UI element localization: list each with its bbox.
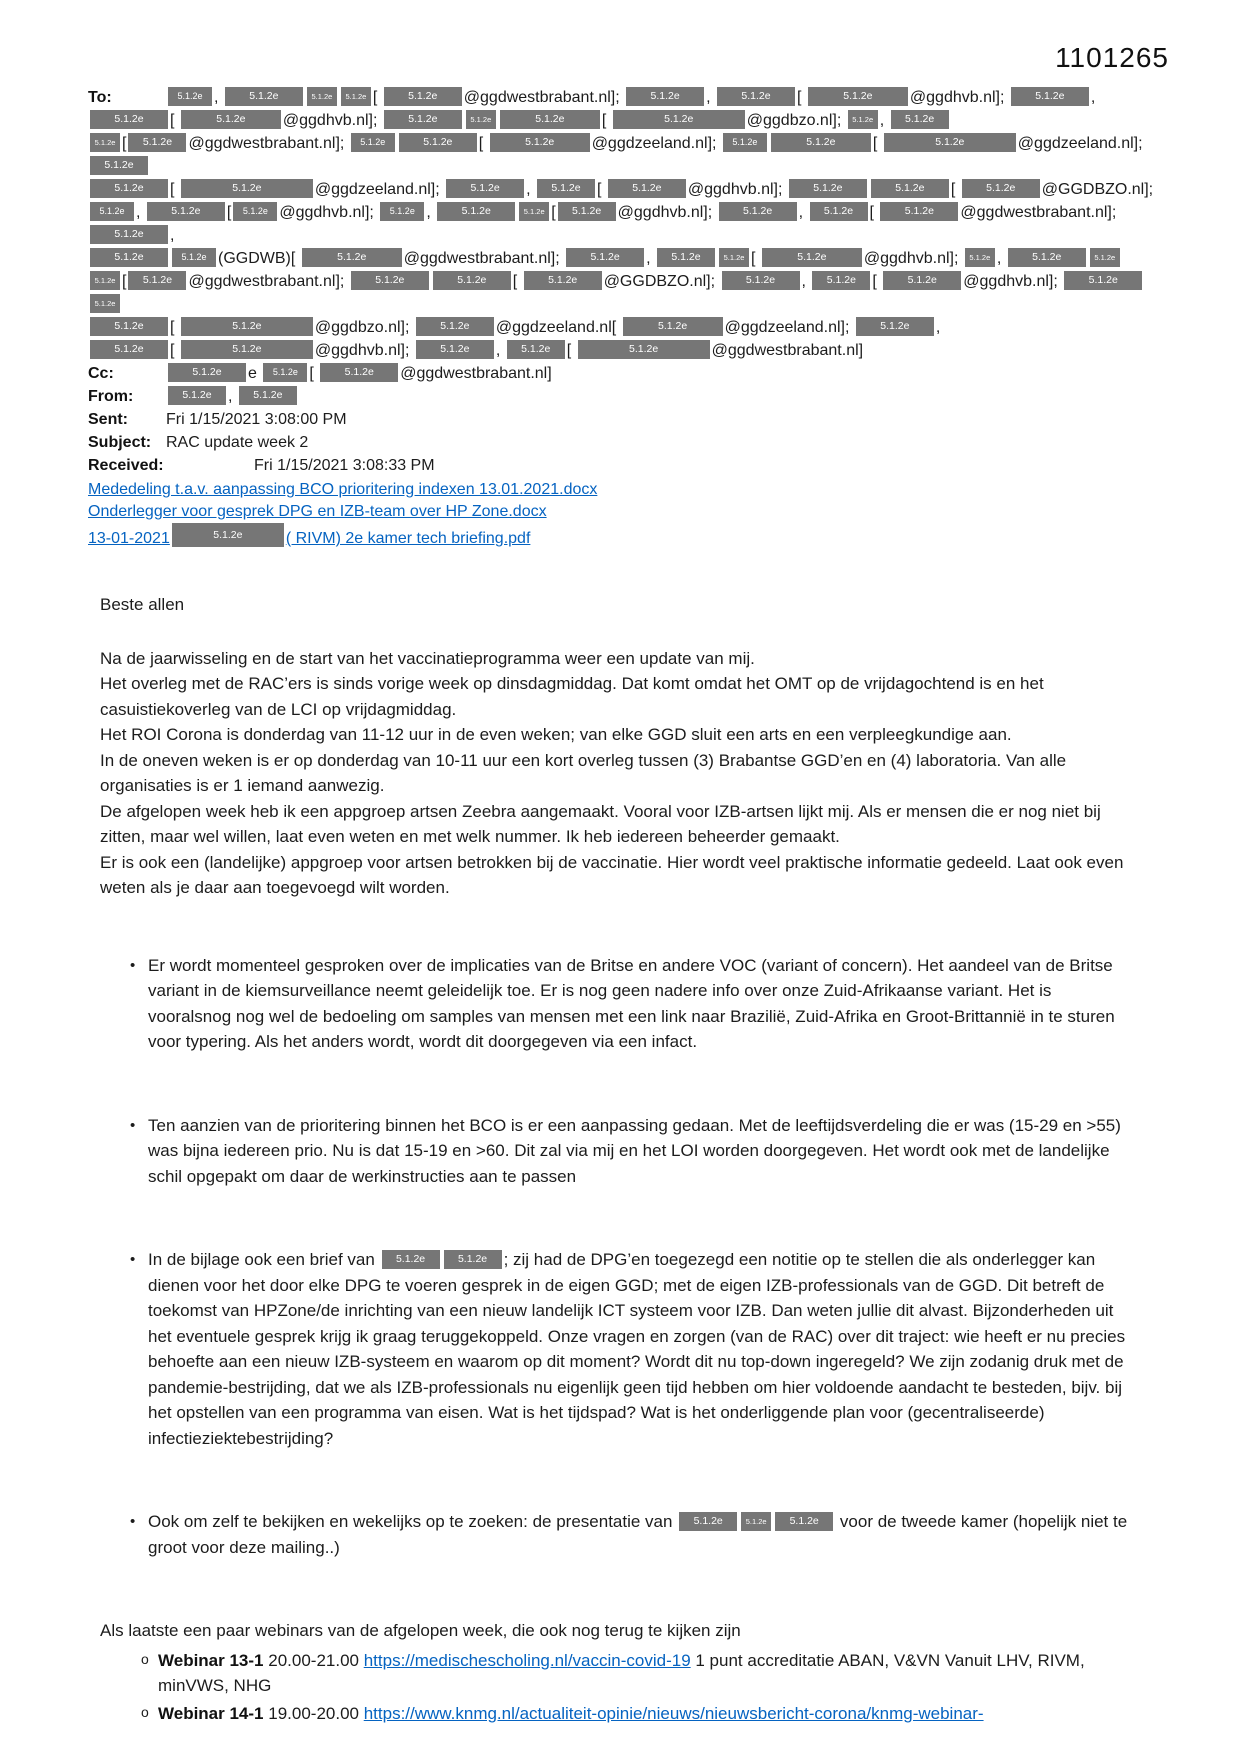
- bullet-item: [141, 1701, 1100, 1727]
- received-value: Fri 1/15/2021 3:08:33 PM: [254, 457, 435, 474]
- redaction-box: 5.1.2e: [679, 1512, 737, 1531]
- bullet-item: [130, 1509, 1133, 1560]
- text-segment: ,: [170, 227, 175, 244]
- text-segment: @ggdhvb.nl];: [279, 204, 379, 221]
- redaction-box: 5.1.2e: [90, 110, 168, 129]
- received-label: Received:: [88, 457, 164, 474]
- redaction-box: 5.1.2e: [233, 202, 277, 221]
- bullet-item: [130, 953, 1133, 1055]
- redaction-box: 5.1.2e: [172, 248, 216, 267]
- redaction-box: 5.1.2e: [566, 248, 644, 267]
- to-field: [88, 86, 1171, 362]
- redaction-box: 5.1.2e: [558, 202, 616, 221]
- redaction-box: 5.1.2e: [446, 179, 524, 198]
- redaction-box: 5.1.2e: [382, 1250, 440, 1269]
- bullet-text: [148, 956, 1115, 1052]
- recipient-line: [88, 479, 1171, 501]
- redaction-box: 5.1.2e: [90, 133, 120, 152]
- redaction-box: 5.1.2e: [717, 87, 795, 106]
- bullet-text: [148, 1512, 1127, 1557]
- text-segment: [: [872, 135, 882, 152]
- text-segment: [: [872, 273, 882, 290]
- redaction-box: 5.1.2e: [466, 110, 496, 129]
- text-segment: ,: [1090, 89, 1096, 106]
- text-segment: [: [478, 135, 488, 152]
- text-segment: @ggdhvb.nl];: [963, 273, 1063, 290]
- text-segment: @ggdzeeland.nl[: [495, 319, 621, 336]
- bold-text: Webinar 14-1: [158, 1703, 264, 1723]
- redaction-box: 5.1.2e: [856, 317, 934, 336]
- text-segment: [: [309, 365, 319, 382]
- text-segment: @ggdwestbrabant.nl];: [960, 204, 1117, 221]
- paragraph-line: Er is ook een (landelijke) appgroep voor artsen betrokken bij de vaccinatie. Hier wordt veel praktische informatie gedeeld. Laat ook even weten als je daar aan toegevoegd wilt worden.: [100, 852, 1124, 897]
- bullet-marker-icon: •: [130, 956, 136, 974]
- redaction-box: 5.1.2e: [891, 110, 949, 129]
- to-continuation-lines: [88, 109, 1171, 362]
- redaction-box: 5.1.2e: [90, 317, 168, 336]
- recipient-line: [88, 247, 1171, 270]
- text-segment: [: [597, 181, 606, 198]
- text-segment: @ggdwestbrabant.nl];: [188, 135, 349, 152]
- redaction-box: 5.1.2e: [128, 271, 186, 290]
- text-segment: [: [170, 319, 179, 336]
- recipient-line: [88, 270, 1171, 316]
- redaction-box: 5.1.2e: [771, 133, 871, 152]
- redaction-box: 5.1.2e: [90, 294, 120, 313]
- text-segment: [: [751, 250, 760, 267]
- bullet-item: [130, 1247, 1133, 1451]
- text-segment: @ggdhvb.nl];: [909, 89, 1009, 106]
- redaction-box: 5.1.2e: [723, 133, 767, 152]
- redaction-box: 5.1.2e: [657, 248, 715, 267]
- text-segment: ,: [495, 342, 505, 359]
- redaction-box: 5.1.2e: [1008, 248, 1086, 267]
- redaction-box: 5.1.2e: [90, 225, 168, 244]
- redaction-box: 5.1.2e: [775, 1512, 833, 1531]
- text-segment: Ten aanzien van de prioritering binnen het BCO is er een aanpassing gedaan. Met de leeftijdsverdeling die er was (15-29 en >55) was bijna iedereen prio. Nu is dat 15-19 en >60. Dit zal via mij en het LOI worden doorgegeven. Het wordt ook met de landelijke schil opgepakt om daar de werkinstructies aan te passen: [148, 1115, 1121, 1186]
- redaction-box: 5.1.2e: [307, 87, 337, 106]
- webinar-list: [140, 1648, 1100, 1727]
- to-first-line: [88, 86, 1171, 109]
- redaction-box: 5.1.2e: [608, 179, 686, 198]
- received-field: [88, 454, 1171, 477]
- redaction-box: 5.1.2e: [384, 110, 462, 129]
- redaction-box: 5.1.2e: [812, 271, 870, 290]
- text-segment: e: [248, 365, 262, 382]
- redaction-box: 5.1.2e: [147, 202, 225, 221]
- redaction-box: 5.1.2e: [626, 87, 704, 106]
- text-segment: @ggdwestbrabant.nl];: [403, 250, 565, 267]
- redaction-box: 5.1.2e: [351, 271, 429, 290]
- recipient-line: [88, 132, 1171, 178]
- text-segment: ,: [798, 204, 808, 221]
- text-segment: ,: [646, 250, 655, 267]
- text-segment: 19.00-20.00: [263, 1703, 364, 1723]
- bullet-item: [141, 1648, 1100, 1699]
- text-segment: @ggdbzo.nl];: [746, 112, 846, 129]
- redaction-box: 5.1.2e: [399, 133, 477, 152]
- text-segment: @ggdzeeland.nl];: [314, 181, 445, 198]
- text-segment: [: [601, 112, 611, 129]
- text-segment: ,: [706, 89, 716, 106]
- recipient-line: [88, 109, 1171, 132]
- text-segment: @ggdhvb.nl];: [314, 342, 414, 359]
- redaction-box: 5.1.2e: [433, 271, 511, 290]
- redaction-box: 5.1.2e: [90, 340, 168, 359]
- text-segment: @ggdwestbrabant.nl]: [400, 365, 552, 382]
- text-segment: [: [170, 112, 179, 129]
- text-segment: [: [512, 273, 522, 290]
- redaction-box: 5.1.2e: [741, 1512, 771, 1531]
- recipient-line: [88, 201, 1171, 247]
- redaction-box: 5.1.2e: [962, 179, 1040, 198]
- hyperlink[interactable]: 13-01-2021: [88, 530, 170, 547]
- text-segment: @ggdhvb.nl];: [282, 112, 382, 129]
- sent-value: Fri 1/15/2021 3:08:00 PM: [166, 411, 347, 428]
- text-segment: ,: [801, 273, 811, 290]
- text-segment: [: [869, 204, 879, 221]
- text-segment: [: [122, 273, 127, 290]
- text-segment: 1 punt accreditatie ABAN, V&VN Vanuit LHV, RIVM, minVWS, NHG: [158, 1650, 1085, 1695]
- text-segment: @ggdzeeland.nl];: [724, 319, 854, 336]
- cc-label: Cc:: [88, 365, 114, 382]
- cc-field: [88, 362, 1171, 385]
- redaction-box: 5.1.2e: [500, 110, 600, 129]
- text-segment: [: [797, 89, 806, 106]
- redaction-box: 5.1.2e: [302, 248, 402, 267]
- text-segment: 20.00-21.00: [263, 1650, 364, 1670]
- redaction-box: 5.1.2e: [965, 248, 995, 267]
- redaction-box: 5.1.2e: [168, 386, 226, 405]
- hyperlink[interactable]: https://www.knmg.nl/actualiteit-opinie/nieuws/nieuwsbericht-corona/knmg-webinar-: [363, 1703, 984, 1723]
- redaction-box: 5.1.2e: [225, 87, 303, 106]
- redaction-box: 5.1.2e: [613, 110, 745, 129]
- redaction-box: 5.1.2e: [172, 523, 284, 547]
- text-segment: ,: [935, 319, 941, 336]
- subject-label: Subject:: [88, 434, 152, 451]
- redaction-box: 5.1.2e: [181, 179, 313, 198]
- redaction-box: 5.1.2e: [90, 202, 134, 221]
- hyperlink[interactable]: ( RIVM) 2e kamer tech briefing.pdf: [285, 530, 531, 547]
- from-label: From:: [88, 388, 134, 405]
- bullet-marker-icon: •: [130, 1251, 136, 1268]
- paragraph-line: Na de jaarwisseling en de start van het vaccinatieprogramma weer een update van mij.: [100, 648, 755, 668]
- text-segment: [: [122, 135, 127, 152]
- redaction-box: 5.1.2e: [623, 317, 723, 336]
- recipient-line: [166, 89, 1095, 106]
- redaction-box: 5.1.2e: [320, 363, 398, 382]
- text-segment: @ggdwestbrabant.nl]: [711, 342, 864, 359]
- redaction-box: 5.1.2e: [416, 340, 494, 359]
- sent-field: [88, 408, 1171, 431]
- redaction-box: 5.1.2e: [810, 202, 868, 221]
- bullet-item: [130, 1113, 1133, 1190]
- text-segment: voor de tweede kamer (hopelijk niet te groot voor deze mailing..): [148, 1512, 1128, 1557]
- bullet-marker-icon: •: [130, 1116, 136, 1134]
- cc-recipients: [166, 365, 552, 382]
- redaction-box: 5.1.2e: [519, 202, 549, 221]
- redaction-box: 5.1.2e: [719, 248, 749, 267]
- subject-value: RAC update week 2: [166, 434, 309, 451]
- bullet-text: [158, 1704, 984, 1723]
- paragraph-line: De afgelopen week heb ik een appgroep artsen Zeebra aangemaakt. Vooral voor IZB-artsen lijkt mij. Als er mensen die er nog niet bij zitten, maar wel willen, laat even weten en met welk nummer. Ik heb iedereen beheerder gemaakt.: [100, 801, 1101, 846]
- redaction-box: 5.1.2e: [239, 386, 297, 405]
- redaction-box: 5.1.2e: [722, 271, 800, 290]
- redaction-box: 5.1.2e: [789, 179, 867, 198]
- text-segment: ,: [214, 89, 223, 106]
- text-segment: ,: [136, 204, 145, 221]
- text-segment: [: [372, 89, 382, 106]
- redaction-box: 5.1.2e: [384, 87, 462, 106]
- bullet-marker-icon: o: [141, 1650, 149, 1667]
- text-segment: [: [170, 342, 179, 359]
- recipient-line: [88, 501, 1171, 523]
- text-segment: In de bijlage ook een brief van: [148, 1250, 380, 1269]
- redaction-box: 5.1.2e: [263, 363, 307, 382]
- text-segment: Er wordt momenteel gesproken over de implicaties van de Britse en andere VOC (variant of concern). Het aandeel van de Britse variant in de kiemsurveillance neemt geleidelijk toe. Er is nog geen nadere info over onze Zuid-Afrikaanse variant. Het is vooralsnog nog wel de bedoeling om samples van mensen met een link naar Brazilië, Zuid-Afrika en Groot-Brittannië in te sturen voor typering. Als het anders wordt, wordt dit doorgegeven via een infact.: [148, 955, 1115, 1051]
- redaction-box: 5.1.2e: [808, 87, 908, 106]
- text-segment: [: [226, 204, 232, 221]
- text-segment: Ook om zelf te bekijken en wekelijks op te zoeken: de presentatie van: [148, 1512, 678, 1531]
- recipient-line: [88, 316, 1171, 339]
- text-segment: @ggdwestbrabant.nl];: [463, 89, 625, 106]
- redaction-box: 5.1.2e: [883, 271, 961, 290]
- redaction-box: 5.1.2e: [880, 202, 958, 221]
- paragraph-line: Het ROI Corona is donderdag van 11-12 uur in de even weken; van elke GGD sluit een arts en een verpleegkundige aan.: [100, 725, 1012, 744]
- text-segment: ,: [879, 112, 889, 129]
- text-segment: @GGDBZO.nl];: [1041, 181, 1154, 198]
- redaction-box: 5.1.2e: [181, 340, 313, 359]
- hyperlink[interactable]: Onderlegger voor gesprek DPG en IZB-team over HP Zone.docx: [88, 503, 547, 520]
- redaction-box: 5.1.2e: [128, 133, 186, 152]
- redaction-box: 5.1.2e: [416, 317, 494, 336]
- redaction-box: 5.1.2e: [884, 133, 1016, 152]
- from-value: [166, 388, 299, 405]
- redaction-box: 5.1.2e: [341, 87, 371, 106]
- redaction-box: 5.1.2e: [90, 248, 168, 267]
- redaction-box: 5.1.2e: [1090, 248, 1120, 267]
- redaction-box: 5.1.2e: [90, 156, 148, 175]
- text-segment: (GGDWB)[: [218, 250, 300, 267]
- intro-paragraph: [100, 646, 1148, 901]
- closing-line: Als laatste een paar webinars van de afgelopen week, die ook nog terug te kijken zijn: [100, 1621, 741, 1640]
- redaction-box: 5.1.2e: [1064, 271, 1142, 290]
- redaction-box: 5.1.2e: [507, 340, 565, 359]
- text-segment: [: [950, 181, 960, 198]
- document-number: 1101265: [1055, 42, 1169, 73]
- email-body: [100, 592, 1148, 1726]
- text-segment: @ggdhvb.nl];: [687, 181, 787, 198]
- attachment-links: [88, 479, 1171, 550]
- redaction-box: 5.1.2e: [848, 110, 878, 129]
- redaction-box: 5.1.2e: [444, 1250, 502, 1269]
- redaction-box: 5.1.2e: [90, 179, 168, 198]
- redaction-box: 5.1.2e: [380, 202, 424, 221]
- bullet-marker-icon: •: [130, 1513, 136, 1530]
- redaction-box: 5.1.2e: [719, 202, 797, 221]
- redaction-box: 5.1.2e: [871, 179, 949, 198]
- redaction-box: 5.1.2e: [90, 271, 120, 290]
- text-segment: ,: [996, 250, 1006, 267]
- text-segment: ; zij had de DPG’en toegezegd een notitie op te stellen die als onderlegger kan dienen voor het door elke DPG te voeren gesprek in de eigen GGD; met de eigen IZB-professionals van de GGD. Dit betreft de toekomst van HPZone/de inrichting van een nieuw landelijk ICT systeem voor IZB. Dan weten jullie dit alvast. Bijzonderheden uit het eventuele gesprek krijg ik graag teruggekoppeld. Onze vragen en zorgen (van de RAC) over dit traject: wie heeft er nu precies behoefte aan een nieuw IZB-systeem en waarom op dit moment? Wordt dit nu top-down ingeregeld? We zijn zodanig druk met de pandemie-bestrijding, dat we als IZB-professionals nu eigenlijk geen tijd hebben om hier voldoende aandacht te besteden, bijv. bij het opstellen van een programma van eisen. Wat is het tijdspad? Wat is het onderliggende plan voor (gecentraliseerde) infectieziektebestrijding?: [148, 1250, 1126, 1448]
- text-segment: @ggdhvb.nl];: [863, 250, 963, 267]
- redaction-box: 5.1.2e: [578, 340, 710, 359]
- to-label: To:: [88, 89, 112, 106]
- recipient-line: [88, 178, 1171, 201]
- redaction-box: 5.1.2e: [181, 110, 281, 129]
- redaction-box: 5.1.2e: [762, 248, 862, 267]
- greeting: Beste allen: [100, 595, 185, 614]
- text-segment: @ggdzeeland.nl];: [591, 135, 721, 152]
- subject-field: [88, 431, 1171, 454]
- redaction-box: 5.1.2e: [437, 202, 515, 221]
- bullet-marker-icon: o: [141, 1703, 149, 1720]
- redaction-box: 5.1.2e: [1011, 87, 1089, 106]
- text-segment: [: [551, 204, 556, 221]
- bold-text: Webinar 13-1: [158, 1650, 264, 1670]
- text-segment: @ggdwestbrabant.nl];: [188, 273, 349, 290]
- text-segment: @ggdhvb.nl];: [617, 204, 717, 221]
- redaction-box: 5.1.2e: [351, 133, 395, 152]
- text-segment: [: [566, 342, 576, 359]
- redaction-box: 5.1.2e: [168, 363, 246, 382]
- redaction-box: 5.1.2e: [168, 87, 212, 106]
- text-segment: @GGDBZO.nl];: [603, 273, 720, 290]
- bullet-text: [158, 1651, 1085, 1696]
- paragraph-line: In de oneven weken is er op donderdag van 10-11 uur een kort overleg tussen (3) Brabantse GGD’en en (4) laboratoria. Van alle organisaties is er 1 iemand aanwezig.: [100, 750, 1067, 795]
- paragraph-line: Het overleg met de RAC’ers is sinds vorige week op dinsdagmiddag. Dat komt omdat het OMT op de vrijdagochtend is en het casuistiekoverleg van de LCI op vrijdagmiddag.: [100, 674, 1044, 719]
- text-segment: ,: [426, 204, 436, 221]
- text-segment: ,: [526, 181, 535, 198]
- redaction-box: 5.1.2e: [490, 133, 590, 152]
- redaction-box: 5.1.2e: [537, 179, 595, 198]
- sent-label: Sent:: [88, 411, 128, 428]
- text-segment: ,: [228, 388, 237, 405]
- hyperlink[interactable]: https://medischescholing.nl/vaccin-covid-19: [363, 1650, 691, 1670]
- from-field: [88, 385, 1171, 408]
- redaction-box: 5.1.2e: [524, 271, 602, 290]
- bullet-text: [148, 1250, 1125, 1448]
- text-segment: @ggdbzo.nl];: [314, 319, 414, 336]
- redaction-box: 5.1.2e: [181, 317, 313, 336]
- bullet-text: [148, 1116, 1121, 1186]
- text-segment: @ggdzeeland.nl];: [1017, 135, 1143, 152]
- recipient-line: [88, 339, 1171, 362]
- bullet-list: [100, 953, 1148, 1561]
- text-segment: [: [170, 181, 179, 198]
- recipient-line: [88, 523, 1171, 550]
- hyperlink[interactable]: Mededeling t.a.v. aanpassing BCO prioritering indexen 13.01.2021.docx: [88, 481, 598, 498]
